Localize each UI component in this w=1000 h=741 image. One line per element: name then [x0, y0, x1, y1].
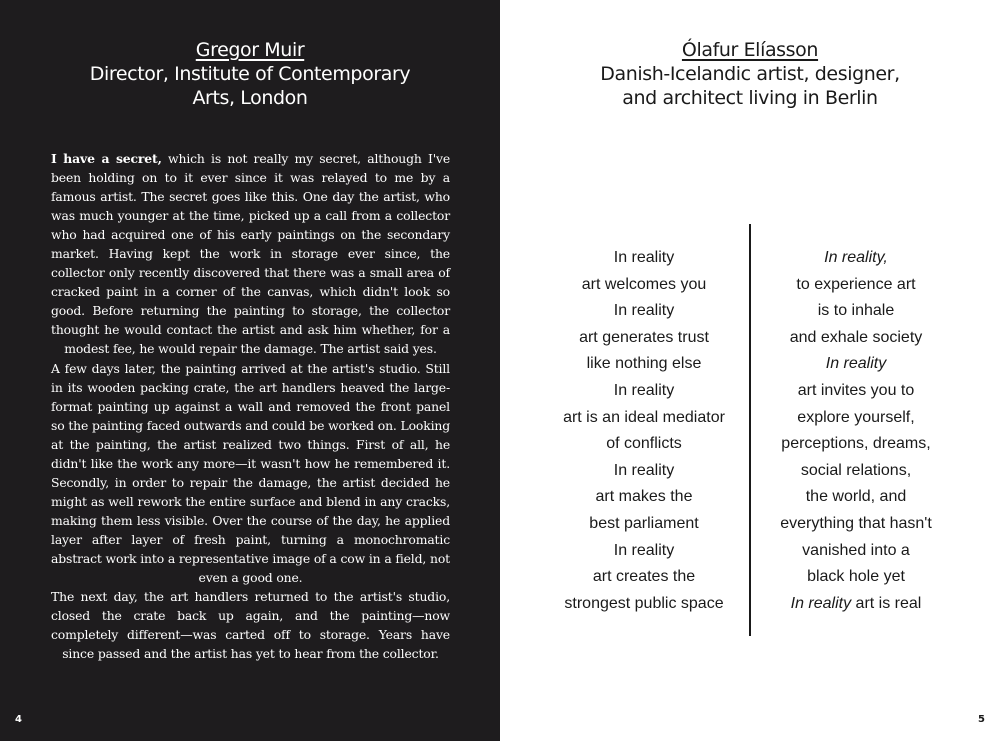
paragraph-text: which is not really my secret, although I've been holding on to it ever since it was relayed to me by a famous artist. The secret goes like this. One day the artist, who was much younger at the time, picked up a call from a collector who had acquired one of his early paintings on the secondary market. Having kept the work in storage ever since, the collector only recently discovered that there was a small area of cracked paint in a corner of the canvas, which didn't look so good. Before returning the painting to storage, the collector thought he would contact the artist and ask him whether, for a modest fee, he would repair the damage. The artist said yes.: [51, 151, 450, 357]
poem-line: art creates the: [592, 568, 696, 586]
paragraph: A few days later, the painting arrived at the artist's studio. Still in its wooden packing crate, the art handlers heaved the large-format painting up against a wall and removed the front panel so the painting faced outwards and could be worked on. Looking at the painting, the artist realized two things. First of all, he didn't like the work any more—it wasn't how he remembered it. Secondly, in order to repair the damage, the artist decided he might as well rework the entire surface and blend in any cracks, making them less visible. Over the course of the day, he applied layer after layer of fresh paint, turning a monochromatic abstract work into a representative image of a cow in a field, not even a good one.: [51, 360, 450, 586]
poem-line: the world, and: [805, 488, 907, 506]
poem-line: In reality: [613, 302, 675, 320]
essay-text: [51, 149, 450, 663]
poem-line: art welcomes you: [581, 275, 707, 293]
author-name: Gregor Muir: [195, 39, 305, 61]
paragraph: The next day, the art handlers returned to the artist's studio, closed the crate back up again, and the painting—now completely different—was carted off to storage. Years have since passed and the artist has yet to hear from the collector.: [51, 589, 450, 662]
author-role: Danish-Icelandic artist, designer, and architect living in Berlin: [600, 63, 900, 109]
poem-line: black hole yet: [807, 568, 905, 586]
poem-line: In reality: [613, 249, 675, 266]
poem-line: to experience art: [796, 275, 916, 293]
author-role: Director, Institute of Contemporary Arts, London: [89, 63, 411, 109]
poem-line: perceptions, dreams,: [781, 435, 931, 453]
poem-line: In reality: [613, 461, 675, 479]
lead-phrase: I have a secret,: [51, 151, 162, 166]
poem-line: art invites you to: [797, 381, 915, 399]
column-divider: [749, 224, 751, 636]
right-heading: [500, 38, 1000, 110]
right-page: [500, 0, 1000, 741]
poem-line: best parliament: [589, 514, 699, 532]
poem-line: strongest public space: [564, 594, 724, 612]
poem-line: art generates trust: [579, 328, 709, 346]
poem-line: art makes the: [595, 488, 693, 506]
poem-line: In reality: [825, 355, 887, 373]
poem-line-rest: art is real: [851, 594, 922, 612]
poem-line: social relations,: [800, 461, 912, 479]
paragraph: [51, 149, 450, 359]
poem-line: In reality: [613, 381, 675, 399]
poem-line: vanished into a: [802, 541, 910, 559]
page-number: 5: [978, 714, 985, 725]
poem-line: is to inhale: [817, 302, 895, 320]
poem-line: everything that hasn't: [780, 514, 932, 532]
poem-line: art is an ideal mediator: [563, 408, 725, 426]
poem-line: like nothing else: [586, 355, 702, 373]
poem-line: explore yourself,: [797, 408, 915, 426]
left-heading: [0, 38, 500, 110]
page-number: 4: [15, 714, 22, 725]
poem-column-right: [756, 245, 956, 617]
poem-line-italic: In reality: [790, 594, 852, 612]
poem-line: and exhale society: [789, 328, 923, 346]
poem-line: In reality,: [824, 249, 888, 266]
poem-final-line: [756, 591, 956, 618]
poem-column-left: [544, 245, 744, 617]
poem-line: In reality: [613, 541, 675, 559]
author-name: Ólafur Elíasson: [681, 39, 819, 61]
poem-line: of conflicts: [606, 435, 682, 453]
